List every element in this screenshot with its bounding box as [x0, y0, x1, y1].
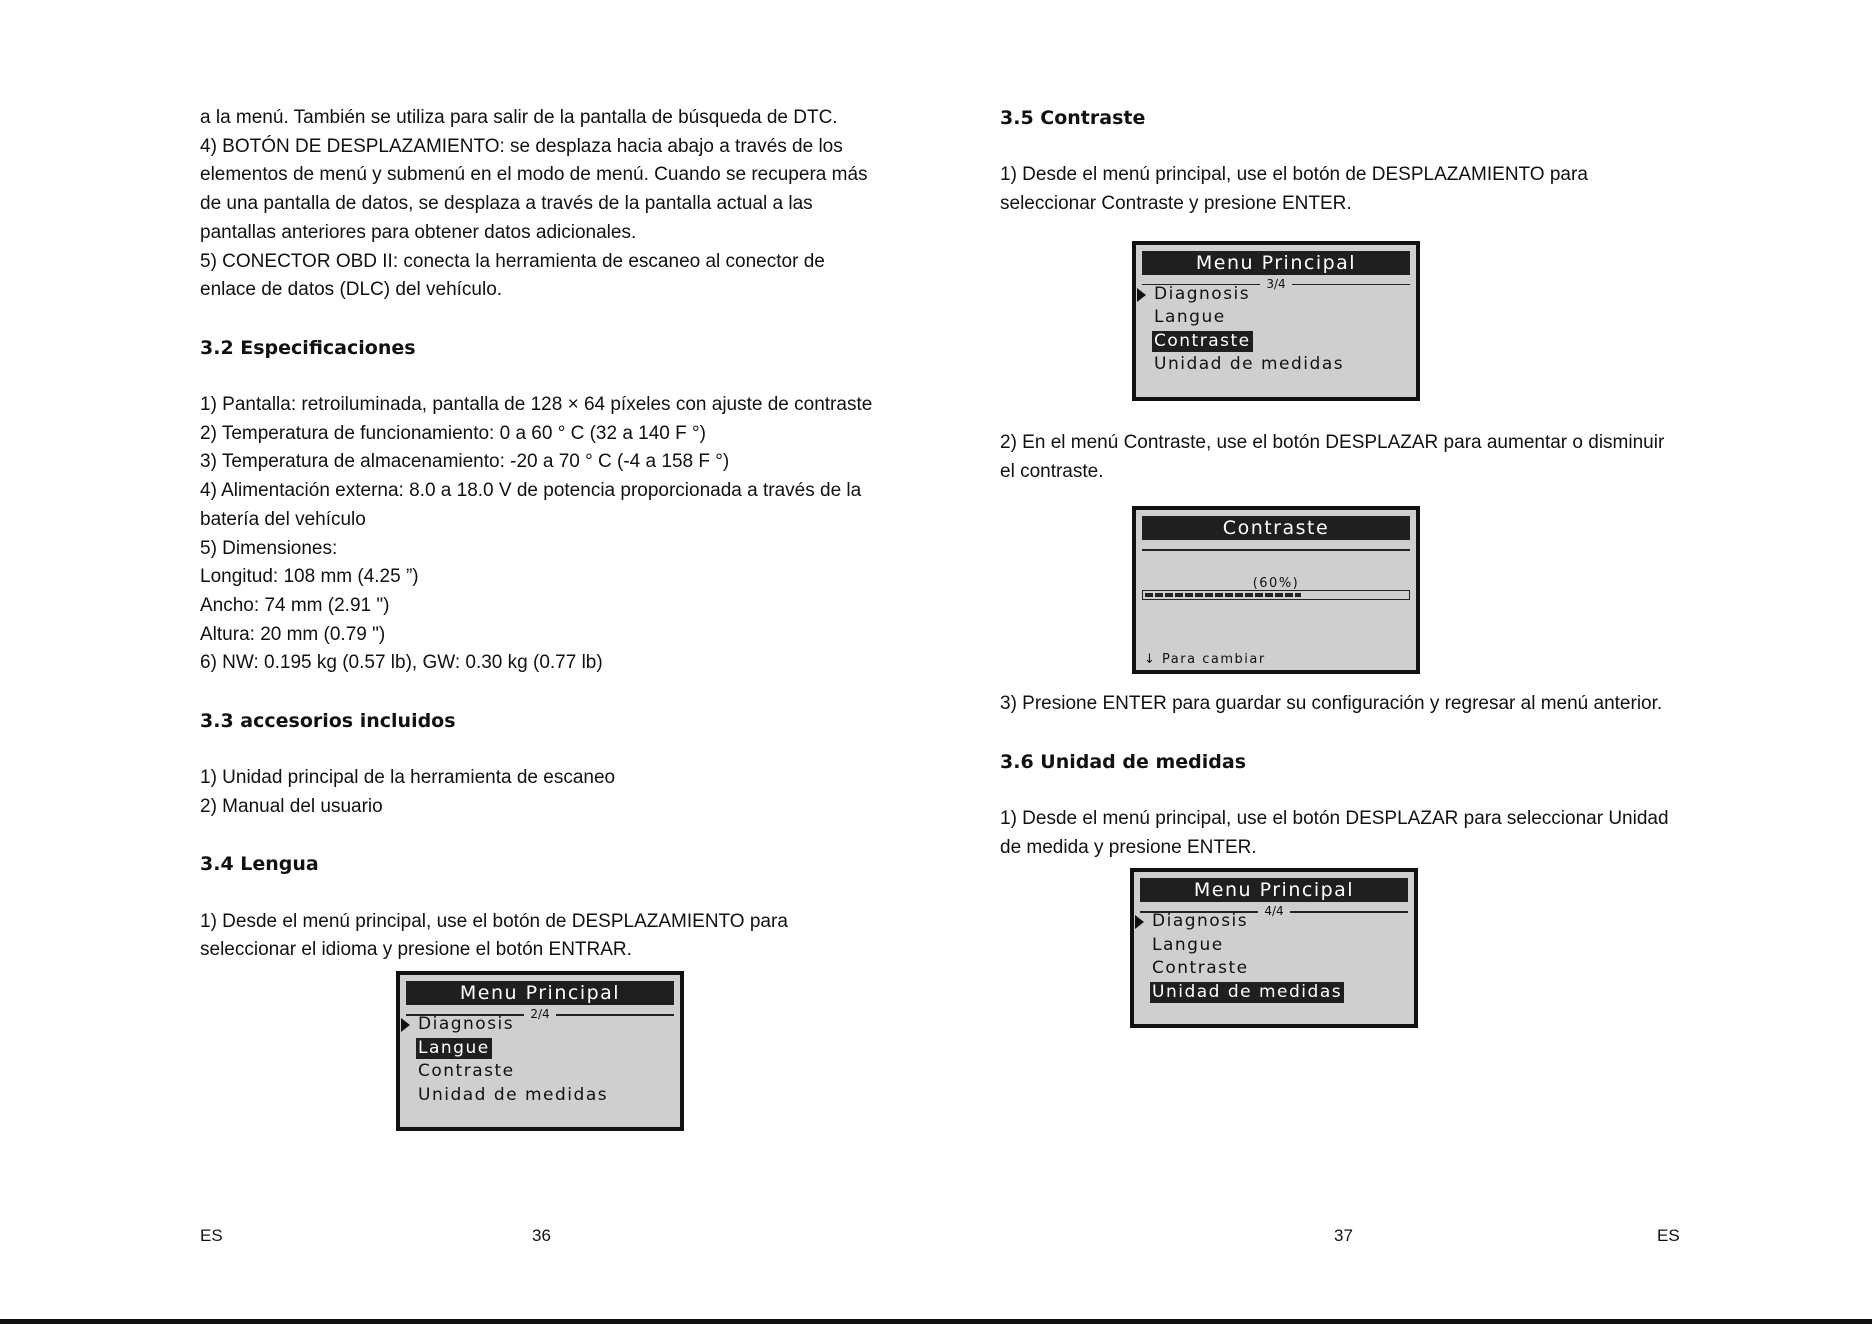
spec-line: 6) NW: 0.195 kg (0.57 lb), GW: 0.30 kg (0.77 lb) — [200, 652, 603, 674]
right-page — [936, 0, 1872, 1324]
lcd-title: Menu Principal — [406, 981, 674, 1005]
accessory-line: 1) Unidad principal de la herramienta de escaneo — [200, 767, 616, 789]
lcd-menu-list — [1154, 283, 1344, 377]
spec-line: 4) Alimentación externa: 8.0 a 18.0 V de potencia proporcionada a través de la — [200, 480, 862, 502]
section-heading-specs: 3.2 Especificaciones — [200, 336, 416, 359]
spec-line: 2) Temperatura de funcionamiento: 0 a 60 ° C (32 a 140 F °) — [200, 422, 706, 444]
lcd-menu-item: Diagnosis — [1152, 911, 1249, 932]
spec-line: Ancho: 74 mm (2.91 ") — [200, 594, 390, 616]
left-column — [200, 104, 900, 1137]
spec-line: 3) Temperatura de almacenamiento: -20 a 70 ° C (-4 a 158 F °) — [200, 451, 730, 473]
spec-line: Altura: 20 mm (0.79 ") — [200, 623, 386, 645]
lcd-menu-item: Langue — [1154, 307, 1226, 328]
lcd-title: Contraste — [1142, 516, 1410, 540]
language-line: seleccionar el idioma y presione el botón ENTRAR. — [200, 939, 632, 961]
lcd-contrast-screen — [1132, 506, 1420, 674]
section-heading-accessories: 3.3 accesorios incluidos — [200, 709, 456, 732]
lcd-divider — [1142, 544, 1410, 554]
paragraph-line: de una pantalla de datos, se desplaza a través de la pantalla actual a las — [200, 193, 813, 215]
spec-line: 1) Pantalla: retroiluminada, pantalla de 128 × 64 píxeles con ajuste de contraste — [200, 394, 873, 415]
lcd-hint — [1144, 646, 1266, 675]
lcd-menu-item: Diagnosis — [418, 1014, 515, 1034]
lcd-main-menu-3of4 — [1132, 241, 1420, 401]
paragraph-line: pantallas anteriores para obtener datos adicionales. — [200, 221, 637, 243]
lcd-main-menu-4of4 — [1130, 868, 1418, 1028]
lcd-menu-list — [1152, 910, 1344, 1004]
paragraph-line: elementos de menú y submenú en el modo de menú. Cuando se recupera más — [200, 164, 868, 186]
page-number: 36 — [532, 1226, 551, 1245]
lcd-menu-item-selected: Contraste — [1154, 330, 1251, 351]
contrast-step-line: 3) Presione ENTER para guardar su configuración y regresar al menú anterior. — [1000, 693, 1663, 715]
lcd-menu-item-selected: Langue — [418, 1037, 490, 1058]
units-step-line: 1) Desde el menú principal, use el botón DESPLAZAR para seleccionar Unidad — [1000, 807, 1669, 829]
selection-arrow-icon — [1135, 915, 1144, 929]
lcd-page-indicator: 4/4 — [1260, 905, 1287, 917]
accessory-line: 2) Manual del usuario — [200, 795, 383, 817]
down-arrow-icon: ↓ — [1144, 652, 1157, 668]
contrast-step-line: 1) Desde el menú principal, use el botón de DESPLAZAMIENTO para — [1000, 164, 1588, 186]
page-number: 37 — [1334, 1226, 1353, 1245]
lcd-main-menu-2of4 — [396, 971, 684, 1131]
lcd-menu-item: Diagnosis — [1154, 283, 1251, 304]
paragraph-line: 4) BOTÓN DE DESPLAZAMIENTO: se desplaza hacia abajo a través de los — [200, 135, 843, 157]
paragraph-line: a la menú. También se utiliza para salir de la pantalla de búsqueda de DTC. — [200, 107, 838, 128]
contrast-step-line: 2) En el menú Contraste, use el botón DESPLAZAR para aumentar o disminuir — [1000, 431, 1665, 453]
spec-line: batería del vehículo — [200, 508, 366, 530]
lcd-menu-item: Unidad de medidas — [1154, 354, 1345, 375]
lcd-page-indicator: 3/4 — [1262, 278, 1289, 290]
selection-arrow-icon — [401, 1018, 410, 1032]
paragraph-line: 5) CONECTOR OBD II: conecta la herramienta de escaneo al conector de — [200, 250, 825, 272]
contrast-step-line: seleccionar Contraste y presione ENTER. — [1000, 193, 1352, 215]
lcd-hint-text: Para cambiar — [1162, 652, 1266, 668]
contrast-step-line: el contraste. — [1000, 460, 1104, 482]
lcd-title: Menu Principal — [1140, 878, 1408, 902]
section-heading-units: 3.6 Unidad de medidas — [1000, 750, 1247, 773]
lcd-menu-item: Langue — [1152, 934, 1224, 955]
units-step-line: de medida y presione ENTER. — [1000, 836, 1257, 858]
contrast-percent: (60%) — [1252, 576, 1300, 592]
footer-language: ES — [1657, 1226, 1680, 1245]
paragraph-line: enlace de datos (DLC) del vehículo. — [200, 279, 503, 301]
lcd-menu-item: Contraste — [1152, 958, 1249, 979]
contrast-bar-fill — [1145, 593, 1301, 597]
lcd-menu-list — [418, 1013, 608, 1107]
right-column — [1000, 104, 1720, 1034]
spec-line: 5) Dimensiones: — [200, 537, 338, 559]
contrast-bar — [1142, 590, 1410, 600]
selection-arrow-icon — [1137, 288, 1146, 302]
section-heading-contrast: 3.5 Contraste — [1000, 107, 1146, 129]
lcd-menu-item-selected: Unidad de medidas — [1152, 981, 1343, 1002]
footer-language: ES — [200, 1226, 223, 1245]
language-line: 1) Desde el menú principal, use el botón de DESPLAZAMIENTO para — [200, 910, 788, 932]
lcd-menu-item: Unidad de medidas — [418, 1084, 609, 1105]
spec-line: Longitud: 108 mm (4.25 ”) — [200, 566, 419, 588]
section-heading-language: 3.4 Lengua — [200, 853, 319, 876]
lcd-page-indicator: 2/4 — [526, 1008, 553, 1020]
lcd-title: Menu Principal — [1142, 251, 1410, 275]
bottom-border — [0, 1319, 1872, 1324]
lcd-menu-item: Contraste — [418, 1061, 515, 1081]
